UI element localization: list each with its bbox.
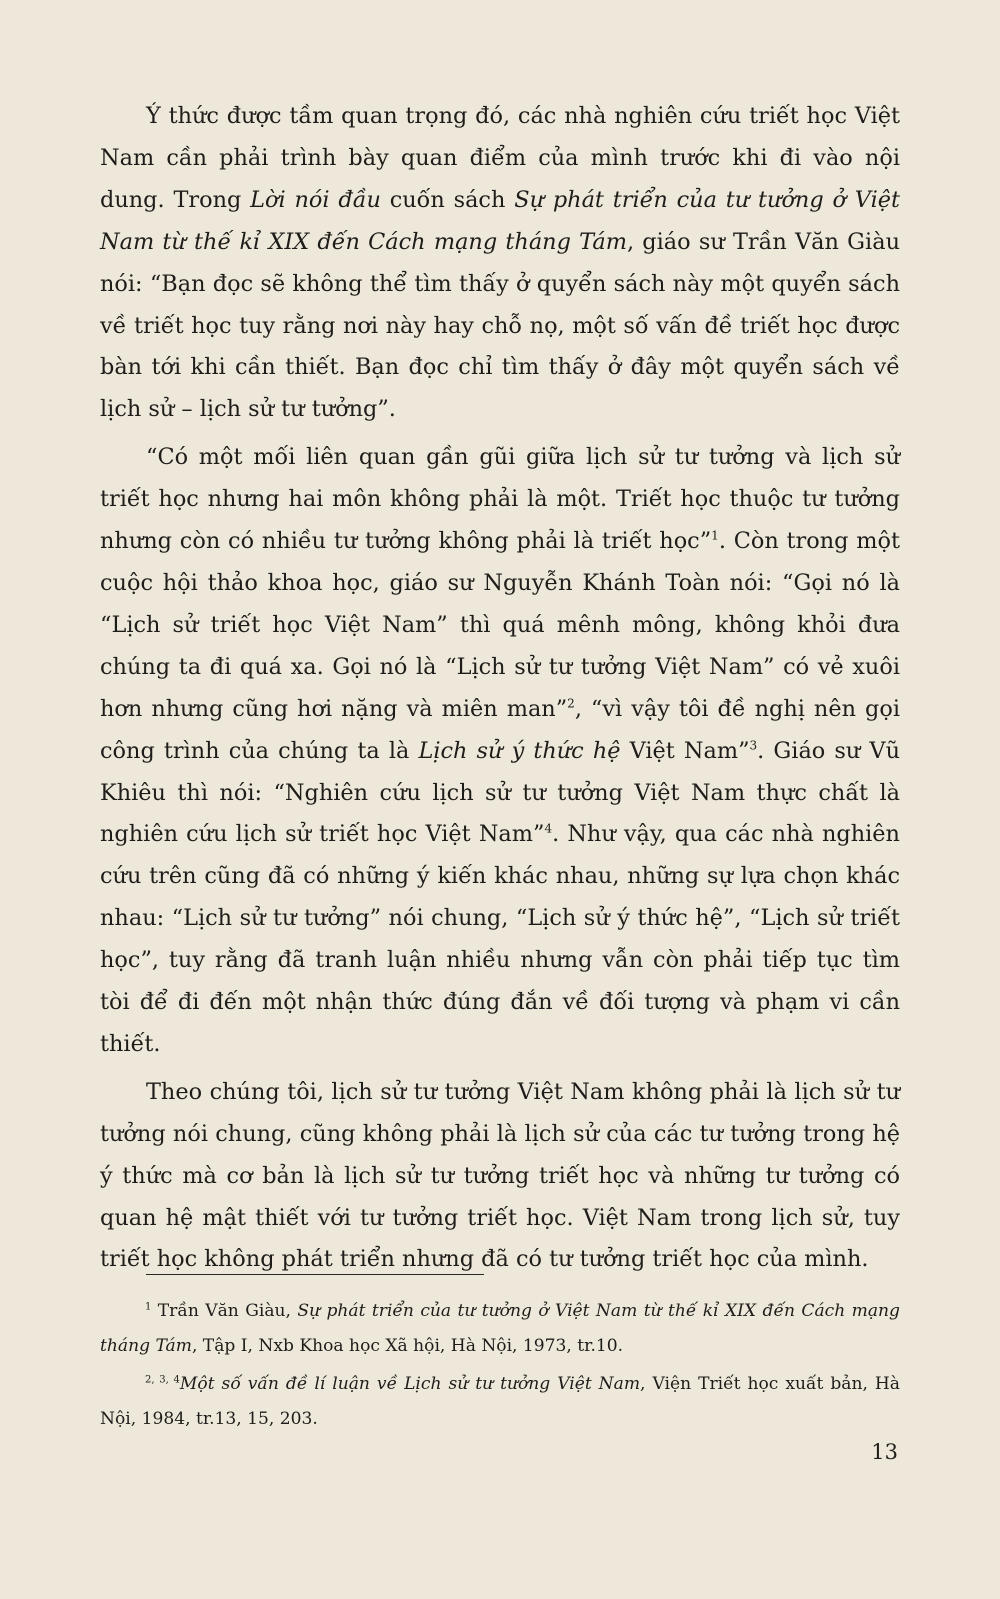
footnote-mark: 1 (145, 1301, 152, 1313)
body-text (100, 96, 900, 1287)
footnote-ref: 4 (544, 821, 553, 836)
footnote (100, 1294, 900, 1363)
text-run: , “vì vậy tôi đề nghị nên gọi công trình của chúng ta là (100, 695, 901, 764)
text-run: , Viện Triết học xuất bản, Hà Nội, 1984, tr.13, 15, 203. (100, 1374, 900, 1429)
footnote-mark: 2, 3, 4 (145, 1374, 180, 1386)
text-run: “Có một mối liên quan gần gũi giữa lịch sử tư tưởng và lịch sử triết học nhưng hai môn không phải là một. Triết học thuộc tư tưởng nhưng còn có nhiều tư tưởng không phải là triết học” (100, 444, 900, 555)
text-run: . Còn trong một cuộc hội thảo khoa học, giáo sư Nguyễn Khánh Toàn nói: “Gọi nó là “Lịch sử triết học Việt Nam” thì quá mênh mông, không khỏi đưa chúng ta đi quá xa. Gọi nó là “Lịch sử tư tưởng Việt Nam” có vẻ xuôi hơn nhưng cũng hơi nặng và miên man” (100, 528, 900, 722)
text-run: , giáo sư Trần Văn Giàu nói: “Bạn đọc sẽ không thể tìm thấy ở quyển sách này một quyển sách về triết học tuy rằng nơi này hay chỗ nọ, một số vấn đề triết học được bàn tới khi cần thiết. Bạn đọc chỉ tìm thấy ở đây một quyển sách về lịch sử – lịch sử tư tưởng”. (100, 228, 900, 423)
italic-text: Lời nói đầu (250, 186, 381, 213)
text-run: Việt Nam” (620, 737, 750, 764)
paragraph (100, 1072, 900, 1282)
paragraph (100, 437, 900, 1066)
text-run: Theo chúng tôi, lịch sử tư tưởng Việt Nam không phải là lịch sử tư tưởng nói chung, cũng không phải là lịch sử của các tư tưởng trong hệ ý thức mà cơ bản là lịch sử tư tưởng triết học và những tư tưởng có quan hệ mật thiết với tư tưởng triết học. Việt Nam trong lịch sử, tuy triết học không phát triển nhưng đã có tư tưởng triết học của mình. (100, 1078, 900, 1273)
text-run: Trần Văn Giàu, (151, 1301, 298, 1321)
paragraph (100, 96, 900, 431)
footnote-ref: 1 (711, 528, 719, 543)
text-run: . Như vậy, qua các nhà nghiên cứu trên cũng đã có những ý kiến khác nhau, những sự lựa chọn khác nhau: “Lịch sử tư tưởng” nói chung, “Lịch sử ý thức hệ”, “Lịch sử triết học”, tuy rằng đã tranh luận nhiều nhưng vẫn còn phải tiếp tục tìm tòi để đi đến một nhận thức đúng đắn về đối tượng và phạm vi cần thiết. (100, 821, 900, 1057)
footnotes (100, 1294, 900, 1440)
text-run: cuốn sách (380, 186, 515, 213)
italic-text: Sự phát triển của tư tưởng ở Việt Nam từ thế kỉ XIX đến Cách mạng tháng Tám (100, 1301, 900, 1356)
italic-text: Sự phát triển của tư tưởng ở Việt Nam từ thế kỉ XIX đến Cách mạng tháng Tám (100, 186, 900, 255)
footnote-ref: 3 (749, 738, 758, 753)
footnote (100, 1367, 900, 1436)
italic-text: Lịch sử ý thức hệ (418, 737, 621, 764)
page-number: 13 (871, 1440, 898, 1464)
text-run: . Giáo sư Vũ Khiêu thì nói: “Nghiên cứu lịch sử tư tưởng Việt Nam thực chất là nghiên cứu lịch sử triết học Việt Nam” (100, 737, 900, 848)
footnote-ref: 2 (567, 696, 575, 711)
italic-text: Một số vấn đề lí luận về Lịch sử tư tưởng Việt Nam (179, 1374, 641, 1394)
text-run: , Tập I, Nxb Khoa học Xã hội, Hà Nội, 1973, tr.10. (191, 1335, 624, 1356)
text-run: Ý thức được tầm quan trọng đó, các nhà nghiên cứu triết học Việt Nam cần phải trình bày quan điểm của mình trước khi đi vào nội dung. Trong (100, 103, 900, 213)
footnote-divider (146, 1274, 484, 1275)
